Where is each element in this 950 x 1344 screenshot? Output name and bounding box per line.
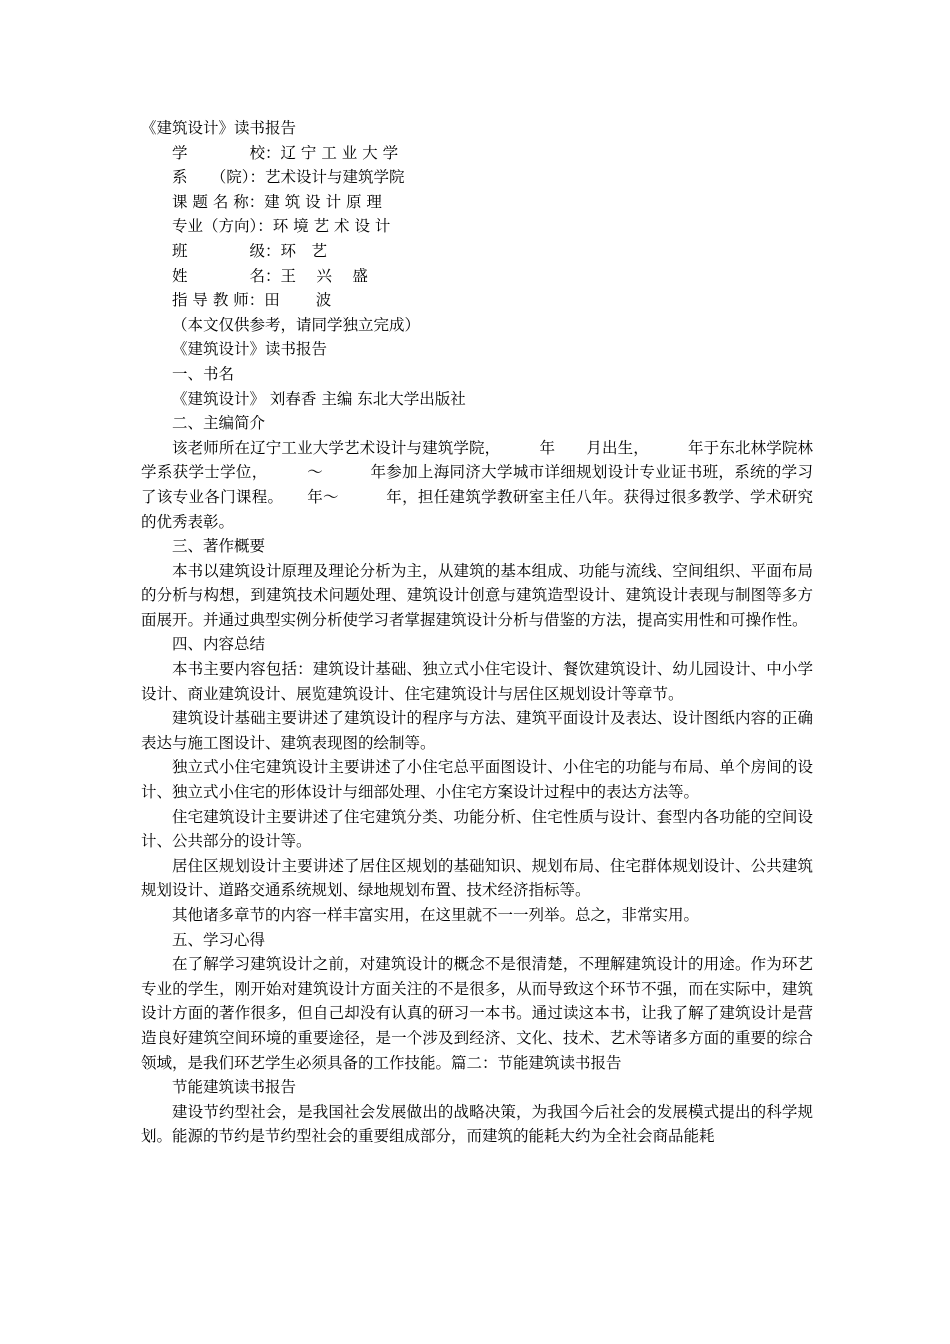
top-title: 《建筑设计》读书报告 [141,119,297,137]
info-name: 姓 名：王 兴 盛 [172,266,368,285]
report-title: 《建筑设计》读书报告 [172,340,328,359]
energy-report-title: 节能建筑读书报告 [172,1078,297,1097]
section4-paragraph-3: 独立式小住宅建筑设计主要讲述了小住宅总平面图设计、小住宅的功能与布局、单个房间的设计、独立式小住宅的形体设计与细部处理、小住宅方案设计过程中的表达方法等。 [141,758,813,802]
info-teacher: 指 导 教 师：田 波 [172,291,332,310]
info-class: 班 级：环 艺 [172,241,328,260]
section1-heading: 一、书名 [172,364,235,383]
document-body [141,116,813,1149]
section2-paragraph: 该老师所在辽宁工业大学艺术设计与建筑学院， 年 月出生， 年于东北林学院林学系获学士学位， ～ 年参加上海同济大学城市详细规划设计专业证书班，系统的学习了该专业各门课程。 年～ 年，担任建筑学教研室主任八年。获得过很多教学、学术研究的优秀表彰。 [141,438,813,531]
info-school: 学 校：辽 宁 工 业 大 学 [172,143,399,162]
section4-paragraph-1: 本书主要内容包括：建筑设计基础、独立式小住宅设计、餐饮建筑设计、幼儿园设计、中小学设计、商业建筑设计、展览建筑设计、住宅建筑设计与居住区规划设计等章节。 [141,660,813,703]
section2-heading: 二、主编简介 [172,414,266,433]
section4-paragraph-2: 建筑设计基础主要讲述了建筑设计的程序与方法、建筑平面设计及表达、设计图纸内容的正确表达与施工图设计、建筑表现图的绘制等。 [141,709,813,752]
section4-heading: 四、内容总结 [172,635,266,654]
info-major: 专业（方向）：环 境 艺 术 设 计 [172,217,391,236]
section5-paragraph: 在了解学习建筑设计之前，对建筑设计的概念不是很清楚，不理解建筑设计的用途。作为环艺专业的学生，刚开始对建筑设计方面关注的不是很多，从而导致这个环节不强，而在实际中，建筑设计方面的著作很多，但自己却没有认真的研习一本书。通过读这本书，让我了解了建筑设计是营造良好建筑空间环境的重要途径，是一个涉及到经济、文化、技术、艺术等诸多方面的重要的综合领域，是我们环艺学生必须具备的工作技能。篇二：节能建筑读书报告 [141,955,813,1072]
energy-paragraph: 建设节约型社会，是我国社会发展做出的战略决策，为我国今后社会的发展模式提出的科学规划。能源的节约是节约型社会的重要组成部分，而建筑的能耗大约为全社会商品能耗 [141,1102,813,1146]
section3-heading: 三、著作概要 [172,537,266,556]
section4-paragraph-4: 住宅建筑设计主要讲述了住宅建筑分类、功能分析、住宅性质与设计、套型内各功能的空间设计、公共部分的设计等。 [141,807,813,851]
section4-paragraph-5: 居住区规划设计主要讲述了居住区规划的基础知识、规划布局、住宅群体规划设计、公共建筑规划设计、道路交通系统规划、绿地规划布置、技术经济指标等。 [141,856,813,900]
info-course: 课 题 名 称：建 筑 设 计 原 理 [172,192,382,211]
info-department: 系 （院）：艺术设计与建筑学院 [172,168,405,187]
book-line: 《建筑设计》 刘春香 主编 东北大学出版社 [172,389,466,408]
section4-paragraph-6: 其他诸多章节的内容一样丰富实用，在这里就不一一列举。总之，非常实用。 [172,906,700,924]
section5-heading: 五、学习心得 [172,930,266,949]
notice-text: （本文仅供参考，请同学独立完成） [172,315,421,334]
section3-paragraph: 本书以建筑设计原理及理论分析为主，从建筑的基本组成、功能与流线、空间组织、平面布局的分析与构想，到建筑技术问题处理、建筑设计创意与建筑造型设计、建筑设计表现与制图等多方面展开。并通过典型实例分析使学习者掌握建筑设计分析与借鉴的方法，提高实用性和可操作性。 [141,561,813,629]
